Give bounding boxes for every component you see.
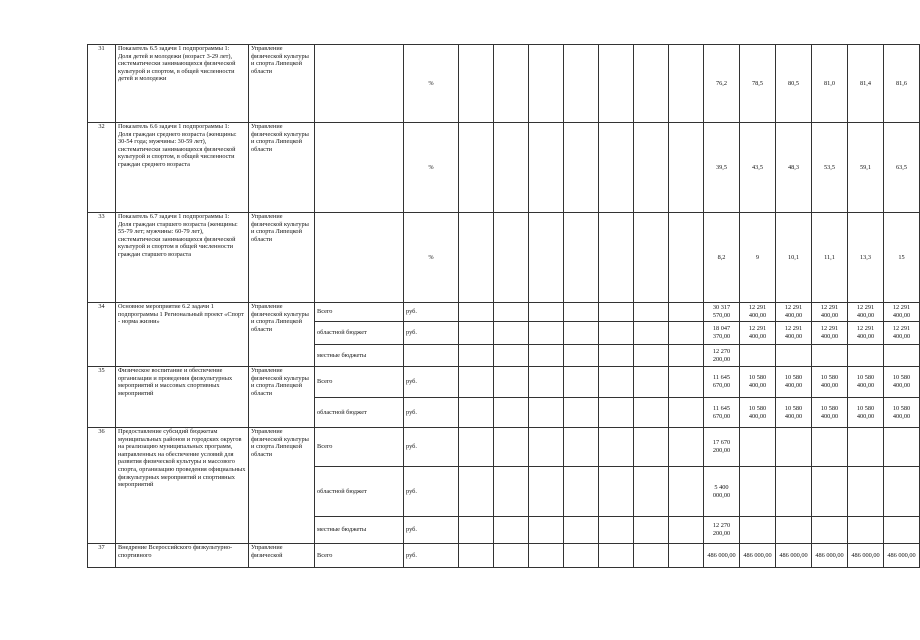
value-cell — [884, 467, 920, 517]
value-cell — [812, 467, 848, 517]
row-number: 35 — [88, 367, 116, 428]
empty-cell — [599, 467, 634, 517]
empty-cell — [494, 213, 529, 303]
row-number: 36 — [88, 428, 116, 544]
empty-cell — [459, 544, 494, 568]
table-row — [88, 428, 920, 467]
activity-name: Предоставление субсидий бюджетам муниципальных районов и городских округов на реализацию муниципальных программ, направленных на обеспечение условий для развития физической культуры и массового спорта, организацию проведения официальных физкультурных мероприятий и спортивных мероприятий — [116, 428, 249, 544]
value-cell — [776, 428, 812, 467]
unit-cell: руб. — [404, 367, 459, 398]
value-cell — [740, 517, 776, 544]
empty-cell — [634, 322, 669, 345]
unit-cell: руб. — [404, 544, 459, 568]
value-cell: 5 400 000,00 — [704, 467, 740, 517]
responsible-org: Управление физической культуры и спорта Липецкой области — [249, 45, 315, 123]
empty-cell — [494, 345, 529, 367]
empty-cell — [669, 123, 704, 213]
value-cell: 81,6 — [884, 45, 920, 123]
value-cell: 81,0 — [812, 45, 848, 123]
value-cell: 12 291 400,00 — [776, 303, 812, 322]
value-cell: 63,5 — [884, 123, 920, 213]
value-cell: 10 580 400,00 — [740, 367, 776, 398]
empty-cell — [599, 398, 634, 428]
value-cell: 76,2 — [704, 45, 740, 123]
empty-cell — [494, 322, 529, 345]
empty-cell — [529, 517, 564, 544]
empty-cell — [634, 428, 669, 467]
row-number: 37 — [88, 544, 116, 568]
empty-cell — [494, 467, 529, 517]
value-cell — [776, 467, 812, 517]
value-cell: 11 645 670,00 — [704, 398, 740, 428]
value-cell: 39,5 — [704, 123, 740, 213]
value-cell: 11 645 670,00 — [704, 367, 740, 398]
value-cell — [812, 517, 848, 544]
responsible-org: Управление физической культуры и спорта Липецкой области — [249, 428, 315, 544]
value-cell: 10 580 400,00 — [812, 398, 848, 428]
row-number: 31 — [88, 45, 116, 123]
row-number: 33 — [88, 213, 116, 303]
responsible-org: Управление физической культуры и спорта Липецкой области — [249, 123, 315, 213]
empty-cell — [634, 123, 669, 213]
value-cell — [848, 345, 884, 367]
value-cell: 486 000,00 — [704, 544, 740, 568]
unit-cell: руб. — [404, 428, 459, 467]
empty-cell — [669, 517, 704, 544]
empty-cell — [599, 303, 634, 322]
table-row — [88, 544, 920, 568]
value-cell — [884, 345, 920, 367]
funding-source: Всего — [315, 428, 404, 467]
indicator-name: Показатель 6.7 задачи 1 подпрограммы 1: Доля граждан старшего возраста (женщины: 55-79 лет; мужчины: 60-79 лет), систематически занимающихся физической культурой и спортом в общей численности граждан старшего возраста — [116, 213, 249, 303]
value-cell: 10 580 400,00 — [848, 398, 884, 428]
empty-cell — [459, 213, 494, 303]
empty-cell — [599, 322, 634, 345]
value-cell: 10 580 400,00 — [776, 398, 812, 428]
value-cell: 10 580 400,00 — [740, 398, 776, 428]
empty-cell — [599, 517, 634, 544]
source-cell — [315, 123, 404, 213]
value-cell: 486 000,00 — [812, 544, 848, 568]
value-cell: 10 580 400,00 — [884, 398, 920, 428]
empty-cell — [459, 398, 494, 428]
value-cell: 43,5 — [740, 123, 776, 213]
empty-cell — [459, 367, 494, 398]
responsible-org: Управление физической культуры и спорта Липецкой области — [249, 367, 315, 428]
value-cell: 9 — [740, 213, 776, 303]
value-cell — [740, 467, 776, 517]
unit-cell: руб. — [404, 398, 459, 428]
responsible-org: Управление физической культуры и спорта Липецкой области — [249, 213, 315, 303]
empty-cell — [529, 345, 564, 367]
empty-cell — [634, 303, 669, 322]
empty-cell — [564, 123, 599, 213]
value-cell: 78,5 — [740, 45, 776, 123]
value-cell: 17 670 200,00 — [704, 428, 740, 467]
empty-cell — [529, 213, 564, 303]
activity-name: Основное мероприятие 6.2 задачи 1 подпрограммы 1 Региональный проект «Спорт - норма жизни» — [116, 303, 249, 367]
value-cell: 18 047 370,00 — [704, 322, 740, 345]
value-cell: 10,1 — [776, 213, 812, 303]
empty-cell — [564, 345, 599, 367]
empty-cell — [494, 303, 529, 322]
unit-cell: руб. — [404, 322, 459, 345]
empty-cell — [529, 322, 564, 345]
funding-source: Всего — [315, 303, 404, 322]
empty-cell — [669, 345, 704, 367]
unit-cell — [404, 345, 459, 367]
empty-cell — [564, 544, 599, 568]
value-cell: 12 270 200,00 — [704, 517, 740, 544]
value-cell: 8,2 — [704, 213, 740, 303]
value-cell: 12 291 400,00 — [776, 322, 812, 345]
empty-cell — [669, 398, 704, 428]
empty-cell — [669, 367, 704, 398]
empty-cell — [564, 213, 599, 303]
empty-cell — [564, 303, 599, 322]
value-cell — [848, 517, 884, 544]
empty-cell — [634, 367, 669, 398]
funding-source: областной бюджет — [315, 398, 404, 428]
table-row — [88, 45, 920, 123]
empty-cell — [669, 45, 704, 123]
value-cell — [884, 428, 920, 467]
activity-name: Физическое воспитание и обеспечение организации и проведения физкультурных мероприятий и массовых спортивных мероприятий — [116, 367, 249, 428]
empty-cell — [564, 398, 599, 428]
value-cell — [740, 428, 776, 467]
empty-cell — [634, 398, 669, 428]
empty-cell — [564, 517, 599, 544]
empty-cell — [669, 322, 704, 345]
value-cell: 12 291 400,00 — [812, 303, 848, 322]
value-cell: 12 291 400,00 — [884, 303, 920, 322]
empty-cell — [634, 45, 669, 123]
value-cell: 80,5 — [776, 45, 812, 123]
empty-cell — [529, 123, 564, 213]
empty-cell — [529, 45, 564, 123]
unit-cell: руб. — [404, 467, 459, 517]
value-cell: 53,5 — [812, 123, 848, 213]
value-cell: 59,1 — [848, 123, 884, 213]
table-row — [88, 303, 920, 322]
value-cell: 10 580 400,00 — [812, 367, 848, 398]
value-cell — [812, 428, 848, 467]
value-cell: 11,1 — [812, 213, 848, 303]
value-cell — [884, 517, 920, 544]
empty-cell — [599, 123, 634, 213]
empty-cell — [494, 45, 529, 123]
empty-cell — [634, 345, 669, 367]
value-cell: 12 291 400,00 — [740, 303, 776, 322]
value-cell: 15 — [884, 213, 920, 303]
value-cell — [812, 345, 848, 367]
value-cell: 12 291 400,00 — [740, 322, 776, 345]
empty-cell — [669, 303, 704, 322]
empty-cell — [529, 428, 564, 467]
empty-cell — [529, 467, 564, 517]
responsible-org: Управление физической культуры и спорта Липецкой области — [249, 303, 315, 367]
source-cell — [315, 45, 404, 123]
funding-source: областной бюджет — [315, 467, 404, 517]
empty-cell — [494, 123, 529, 213]
value-cell: 486 000,00 — [776, 544, 812, 568]
table-row — [88, 213, 920, 303]
empty-cell — [564, 367, 599, 398]
empty-cell — [599, 544, 634, 568]
indicator-name: Показатель 6.5 задачи 1 подпрограммы 1: Доля детей и молодежи (возраст 3-29 лет), систематически занимающихся физической культурой и спортом, в общей численности детей и молодежи — [116, 45, 249, 123]
value-cell: 486 000,00 — [884, 544, 920, 568]
empty-cell — [634, 544, 669, 568]
activity-name: Внедрение Всероссийского физкультурно-спортивного — [116, 544, 249, 568]
value-cell: 12 291 400,00 — [812, 322, 848, 345]
empty-cell — [529, 398, 564, 428]
value-cell: 48,3 — [776, 123, 812, 213]
funding-source: областной бюджет — [315, 322, 404, 345]
empty-cell — [459, 345, 494, 367]
empty-cell — [459, 45, 494, 123]
value-cell: 10 580 400,00 — [848, 367, 884, 398]
value-cell: 12 270 200,00 — [704, 345, 740, 367]
empty-cell — [494, 544, 529, 568]
empty-cell — [529, 303, 564, 322]
empty-cell — [494, 398, 529, 428]
empty-cell — [459, 303, 494, 322]
funding-source: местные бюджеты — [315, 517, 404, 544]
value-cell — [848, 467, 884, 517]
value-cell: 10 580 400,00 — [884, 367, 920, 398]
empty-cell — [634, 517, 669, 544]
empty-cell — [564, 467, 599, 517]
empty-cell — [669, 544, 704, 568]
unit-cell: % — [404, 45, 459, 123]
value-cell: 12 291 400,00 — [848, 303, 884, 322]
value-cell: 13,3 — [848, 213, 884, 303]
unit-cell: % — [404, 213, 459, 303]
value-cell: 12 291 400,00 — [848, 322, 884, 345]
empty-cell — [459, 428, 494, 467]
unit-cell: руб. — [404, 303, 459, 322]
empty-cell — [529, 544, 564, 568]
empty-cell — [494, 367, 529, 398]
row-number: 34 — [88, 303, 116, 367]
empty-cell — [599, 213, 634, 303]
empty-cell — [494, 428, 529, 467]
empty-cell — [669, 467, 704, 517]
empty-cell — [564, 428, 599, 467]
empty-cell — [599, 345, 634, 367]
table-row — [88, 123, 920, 213]
empty-cell — [529, 367, 564, 398]
value-cell — [776, 345, 812, 367]
funding-source: Всего — [315, 544, 404, 568]
value-cell: 30 317 570,00 — [704, 303, 740, 322]
unit-cell: % — [404, 123, 459, 213]
program-table — [87, 44, 920, 568]
source-cell — [315, 213, 404, 303]
empty-cell — [459, 467, 494, 517]
empty-cell — [459, 123, 494, 213]
empty-cell — [634, 467, 669, 517]
funding-source: Всего — [315, 367, 404, 398]
empty-cell — [564, 322, 599, 345]
indicator-name: Показатель 6.6 задачи 1 подпрограммы 1: Доля граждан среднего возраста (женщины: 30-54 года; мужчины: 30-59 лет), систематически занимающихся физической культурой и спортом, в общей численности граждан среднего возраста — [116, 123, 249, 213]
empty-cell — [494, 517, 529, 544]
value-cell — [848, 428, 884, 467]
empty-cell — [459, 322, 494, 345]
value-cell — [740, 345, 776, 367]
value-cell: 12 291 400,00 — [884, 322, 920, 345]
funding-source: местные бюджеты — [315, 345, 404, 367]
table-row — [88, 367, 920, 398]
row-number: 32 — [88, 123, 116, 213]
empty-cell — [599, 367, 634, 398]
empty-cell — [669, 213, 704, 303]
empty-cell — [459, 517, 494, 544]
value-cell: 10 580 400,00 — [776, 367, 812, 398]
value-cell: 81,4 — [848, 45, 884, 123]
value-cell: 486 000,00 — [848, 544, 884, 568]
empty-cell — [564, 45, 599, 123]
value-cell: 486 000,00 — [740, 544, 776, 568]
empty-cell — [634, 213, 669, 303]
unit-cell: руб. — [404, 517, 459, 544]
responsible-org: Управление физической — [249, 544, 315, 568]
empty-cell — [599, 428, 634, 467]
empty-cell — [669, 428, 704, 467]
empty-cell — [599, 45, 634, 123]
value-cell — [776, 517, 812, 544]
